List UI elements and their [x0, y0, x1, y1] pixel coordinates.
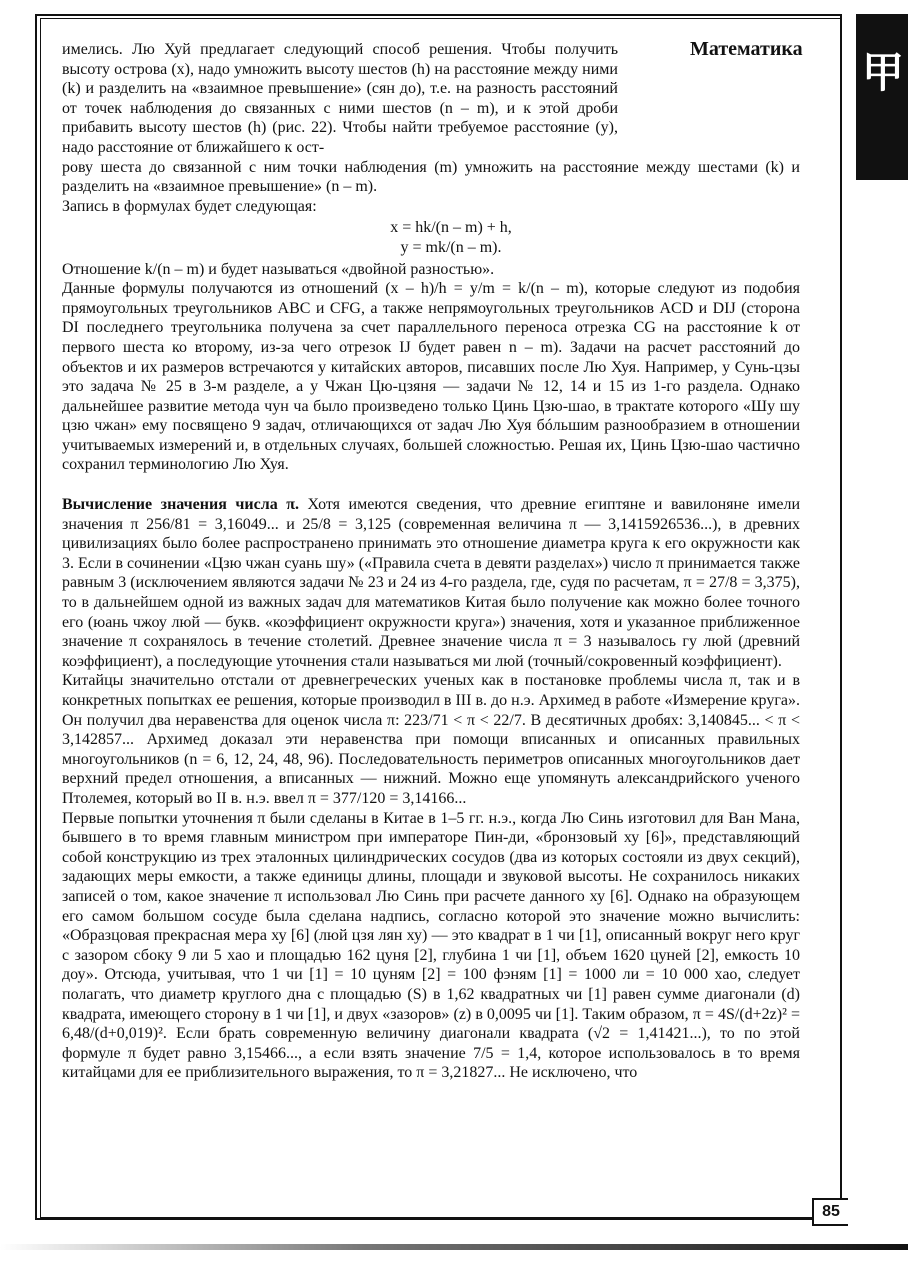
pi-paragraph-1: [62, 495, 800, 671]
intro-paragraph-narrow: имелись. Лю Хуй предлагает следующий способ решения. Чтобы получить высоту острова (x), надо умножить высоту шестов (h) на расстояние между ними (k) и разделить на «взаимное превышение» (сян до), т.е. на разность расстояний от точек наблюдения до связанных с ними шестов (n – m), и к этой дроби прибавить высоту шестов (h) (рис. 22). Чтобы найти требуемое расстояние (y), надо расстояние от ближайшего к ост-: [62, 41, 618, 156]
pi-paragraph-1-text: Хотя имеются сведения, что древние египтяне и вавилоняне имели значения π 256/81 = 3,16049... и 25/8 = 3,125 (современная величина π — 3,1415926536...), в древних цивилизациях было более распространено принимать это отношение диаметра круга к его окружности как 3. Если в сочинении «Цзю чжан суань шу» («Правила счета в девяти разделах») число π принимается также равным 3 (исключением являются задачи № 23 и 24 из 4-го раздела, где, судя по расчетам, π = 27/8 = 3,375), то в дальнейшем одной из важных задач для математиков Китая было получение как можно более точного его (юань чжоу люй — букв. «коэффициент окружности круга») значения, хотя и указанное приближенное значение π сохранялось в течение столетий. Древнее значение числа π = 3 называлось гу люй (древний коэффициент), а последующие уточнения стали называться ми люй (точный/сокровенный коэффициент).: [62, 496, 801, 670]
pi-heading: Вычисление значения числа π.: [62, 496, 299, 514]
pi-paragraph-3: Первые попытки уточнения π были сделаны в Китае в 1–5 гг. н.э., когда Лю Синь изготовил для Ван Мана, бывшего в то время главным министром при императоре Пин-ди, «бронзовый ху [6]», представляющий собой конструкцию из трех эталонных цилиндрических сосудов (два из которых состояли из двух секций), задающих меры емкости, а также единицы длины, площади и звуковой высоты. Не сохранилось никаких записей о том, какое значение π использовал Лю Синь при расчете данного ху [6]. Однако на образующем его самом большом сосуде была сделана надпись, согласно которой это значение можно вычислить: «Образцовая прекрасная мера ху [6] (люй цзя лян ху) — это квадрат в 1 чи [1], описанный вокруг него круг с зазором сбоку 9 ли 5 хао и площадью 162 цуня [2], глубина 1 чи [1], объем 1620 цуней [2], емкость 10 доу». Отсюда, учитывая, что 1 чи [1] = 10 цуням [2] = 100 фэням [1] = 1000 ли = 10 000 хао, следует полагать, что диаметр круглого дна с площадью (S) в 1,62 квадратных чи [1] равен сумме диагонали (d) квадрата, имеющего сторону в 1 чи [1], и двух «зазоров» (z) в 0,0095 чи [1]. Таким образом, π = 4S/(d+2z)² = 6,48/(d+0,019)². Если брать современную величину диагонали квадрата (√2 = 1,41421...), то по этой формуле π будет равно 3,15466..., а если взять значение 7/5 = 1,4, которое использовалось в то время китайцами для ее приблизительного выражения, то π = 3,21827... Не исключено, что: [62, 809, 800, 1082]
formula-y: y = mk/(n – m).: [400, 238, 502, 256]
derivation-paragraph: Данные формулы получаются из отношений (x – h)/h = y/m = k/(n – m), которые следуют из подобия прямоугольных треугольников ABC и CFG, а также непрямоугольных треугольников ACD и DIJ (сторона DI последнего треугольника получена за счет параллельного переноса отрезка CG на расстояние k от первого шеста ко второму, из-за чего отрезок IJ будет равен n – m). Задачи на расчет расстояний до объектов и их размеров встречаются у китайских авторов, писавших после Лю Хуя. Например, у Сунь-цзы это задача № 25 в 3-м разделе, а у Чжан Цю-цзяня — задачи № 12, 14 и 15 из 1-го раздела. Однако дальнейшее развитие метода чун ча было произведено только Цинь Цзю-шао, в трактате которого «Шу шу цзю чжан» ему посвящено 9 задач, отличающихся от задач Лю Хуя бóльшим разнообразием в отношении учитываемых измерений и, в отдельных случаях, большей сложностью. Решая их, Цинь Цзю-шао частично сохранил терминологию Лю Хуя.: [62, 280, 800, 474]
formula-intro: Запись в формулах будет следующая:: [62, 197, 317, 215]
bottom-rule: [0, 1244, 908, 1250]
formula-x: x = hk/(n – m) + h,: [390, 219, 512, 237]
intro-paragraph-wide: рову шеста до связанной с ним точки наблюдения (m) умножить на расстояние между шестами (k) и разделить на «взаимное превышение» (n – m).: [62, 158, 800, 196]
chapter-glyph: 甲: [862, 48, 905, 97]
double-difference-text: Отношение k/(n – m) и будет называться «двойной разностью».: [62, 260, 495, 278]
page-body: [62, 40, 800, 1083]
page-number: 85: [812, 1198, 848, 1226]
pi-paragraph-2: Китайцы значительно отстали от древнегреческих ученых как в постановке проблемы числа π, так и в конкретных попытках ее решения, которые производил в III в. до н.э. Архимед в работе «Измерение круга». Он получил два неравенства для оценок числа π: 223/71 < π < 22/7. В десятичных дробях: 3,140845... < π < 3,142857... Архимед доказал эти неравенства при помощи вписанных и описанных правильных многоугольников (n = 6, 12, 24, 48, 96). Последовательность периметров описанных многоугольников дает верхний предел отношения, а вписанных — нижний. Можно еще упомянуть александрийского ученого Птолемея, который во II в. н.э. ввел π = 377/120 = 3,14166...: [62, 672, 800, 807]
paragraph-gap: [62, 475, 800, 495]
side-tab: [856, 14, 908, 180]
section-heading: Математика: [690, 38, 803, 60]
formula-block: [62, 218, 800, 257]
